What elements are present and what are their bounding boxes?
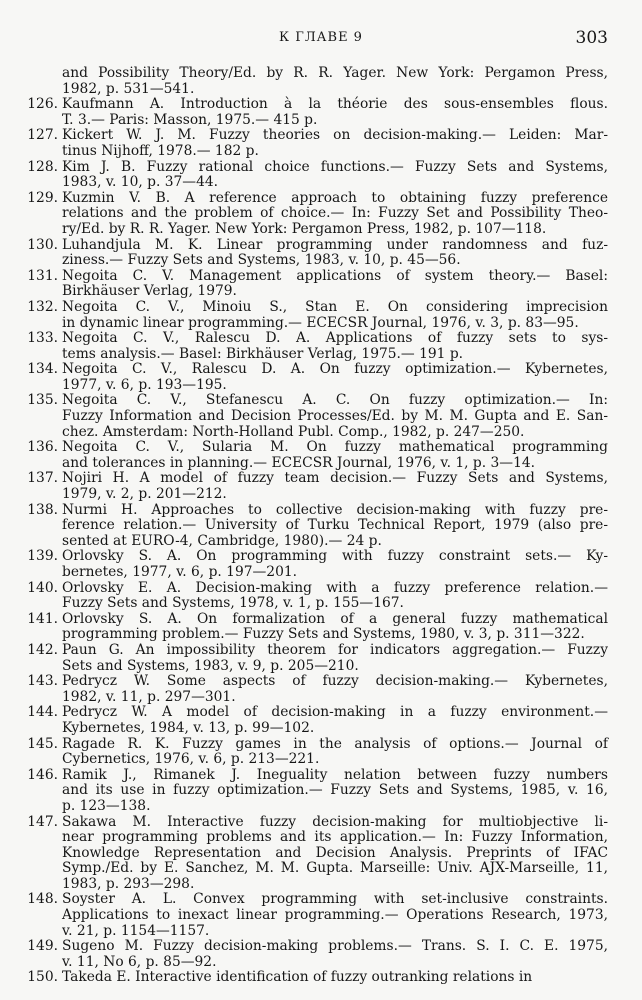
reference-entry [0, 97, 642, 128]
reference-line: 1977, v. 6, p. 193—195. [62, 376, 227, 393]
reference-line: Birkhäuser Verlag, 1979. [62, 283, 237, 300]
reference-line: 1982, v. 11, p. 297—301. [62, 688, 236, 705]
reference-line: v. 21, p. 1154—1157. [62, 922, 210, 939]
running-head: К ГЛАВЕ 9 [279, 30, 363, 45]
reference-line: ziness.— Fuzzy Sets and Systems, 1983, v. 10, p. 45—56. [62, 252, 461, 269]
reference-entry [0, 471, 642, 502]
reference-entry [0, 191, 642, 238]
page-number: 303 [575, 28, 608, 48]
reference-line: Applications to inexact linear programming.— Operations Research, 1973, [62, 907, 608, 924]
reference-line: tinus Nijhoff, 1978.— 182 p. [62, 142, 259, 159]
reference-line: Sakawa M. Interactive fuzzy decision-making for multiobjective li- [62, 813, 608, 830]
reference-entry [0, 300, 642, 331]
reference-line: ry/Ed. by R. R. Yager. New York: Pergamon Press, 1982, p. 107—118. [62, 220, 547, 237]
reference-line: Negoita C. V., Stefanescu A. C. On fuzzy optimization.— In: [62, 392, 608, 409]
reference-number: 150. [27, 969, 58, 986]
reference-entry [0, 160, 642, 191]
reference-line: Ragade R. K. Fuzzy games in the analysis of options.— Journal of [62, 735, 608, 752]
reference-number: 138. [27, 501, 58, 518]
reference-line: and its use in fuzzy optimization.— Fuzzy Sets and Systems, 1985, v. 16, [62, 782, 608, 799]
reference-entry [0, 393, 642, 440]
reference-line: Orlovsky S. A. On formalization of a general fuzzy mathematical [62, 610, 608, 627]
reference-line: Sets and Systems, 1983, v. 9, p. 205—210. [62, 657, 359, 674]
reference-number: 129. [27, 189, 58, 206]
reference-line: Orlovsky E. A. Decision-making with a fuzzy preference relation.— [62, 579, 608, 596]
reference-line: programming problem.— Fuzzy Sets and Systems, 1980, v. 3, p. 311—322. [62, 626, 585, 643]
reference-line: Ramik J., Rimanek J. Ineguality nelation between fuzzy numbers [62, 766, 608, 783]
reference-number: 126. [27, 96, 58, 113]
reference-number: 148. [27, 891, 58, 908]
page-header [0, 28, 642, 50]
reference-line: chez. Amsterdam: North-Holland Publ. Comp., 1982, p. 247—250. [62, 423, 525, 440]
reference-number: 128. [27, 158, 58, 175]
reference-line: 1983, p. 293—298. [62, 875, 195, 892]
reference-number: 145. [27, 735, 58, 752]
reference-entry [0, 269, 642, 300]
reference-entry [0, 362, 642, 393]
reference-number: 135. [27, 392, 58, 409]
reference-number: 142. [27, 641, 58, 658]
reference-line: ference relation.— University of Turku Technical Report, 1979 (also pre- [62, 517, 608, 534]
reference-line: sented at EURO-4, Cambridge, 1980).— 24 p. [62, 532, 382, 549]
reference-line: Cybernetics, 1976, v. 6, p. 213—221. [62, 751, 320, 768]
reference-entry [0, 970, 642, 986]
reference-line: 1979, v. 2, p. 201—212. [62, 486, 227, 503]
reference-entry [0, 892, 642, 939]
reference-line: Symp./Ed. by E. Sanchez, M. M. Gupta. Marseille: Univ. AJX-Marseille, 11, [62, 860, 608, 877]
reference-number: 131. [27, 267, 58, 284]
reference-line: Knowledge Representation and Decision Analysis. Preprints of IFAC [62, 844, 608, 861]
reference-number: 146. [27, 766, 58, 783]
reference-line: p. 123—138. [62, 797, 151, 814]
reference-number: 130. [27, 236, 58, 253]
reference-line: Orlovsky S. A. On programming with fuzzy constraint sets.— Ky- [62, 548, 608, 565]
reference-line: Kybernetes, 1984, v. 13, p. 99—102. [62, 719, 315, 736]
reference-line: Negoita C. V., Minoiu S., Stan E. On considering imprecision [62, 298, 608, 315]
reference-entry [0, 705, 642, 736]
reference-entry [0, 581, 642, 612]
reference-line: tems analysis.— Basel: Birkhäuser Verlag, 1975.— 191 p. [62, 345, 464, 362]
reference-line: bernetes, 1977, v. 6, p. 197—201. [62, 564, 298, 580]
reference-line: relations and the problem of choice.— In: Fuzzy Set and Possibility Theo- [62, 205, 608, 222]
reference-line: Sugeno M. Fuzzy decision-making problems.— Trans. S. I. C. E. 1975, [62, 938, 608, 955]
reference-line: near programming problems and its application.— In: Fuzzy Information, [62, 829, 608, 846]
reference-entry [0, 815, 642, 893]
reference-entry [0, 128, 642, 159]
reference-line: Pedrycz W. A model of decision-making in a fuzzy environment.— [62, 704, 608, 721]
reference-number: 143. [27, 673, 58, 690]
reference-entry [0, 643, 642, 674]
reference-line: 1983, v. 10, p. 37—44. [62, 174, 219, 191]
reference-number: 132. [27, 298, 58, 315]
reference-entry [0, 238, 642, 269]
reference-line: Negoita C. V. Management applications of system theory.— Basel: [62, 267, 608, 284]
reference-number: 137. [27, 470, 58, 487]
reference-line: Nojiri H. A model of fuzzy team decision.— Fuzzy Sets and Systems, [62, 470, 608, 487]
reference-line: Soyster A. L. Convex programming with set-inclusive constraints. [62, 891, 608, 908]
reference-number: 147. [27, 813, 58, 830]
reference-number: 149. [27, 938, 58, 955]
reference-number: 140. [27, 579, 58, 596]
reference-line: Kickert W. J. M. Fuzzy theories on decision-making.— Leiden: Mar- [62, 127, 608, 144]
reference-entry-continuation [0, 66, 642, 97]
reference-entry [0, 503, 642, 550]
reference-entry [0, 440, 642, 471]
reference-line: Kim J. B. Fuzzy rational choice functions.— Fuzzy Sets and Systems, [62, 158, 608, 175]
reference-line: Nurmi H. Approaches to collective decision-making with fuzzy pre- [62, 501, 608, 518]
reference-line: and Possibility Theory/Ed. by R. R. Yager. New York: Pergamon Press, [62, 65, 608, 81]
reference-line: Takeda E. Interactive identification of fuzzy outranking relations in [62, 969, 533, 986]
reference-line: in dynamic linear programming.— ECECSR Journal, 1976, v. 3, p. 83—95. [62, 314, 579, 331]
reference-entry [0, 939, 642, 970]
reference-number: 127. [27, 127, 58, 144]
reference-number: 136. [27, 439, 58, 456]
reference-line: T. 3.— Paris: Masson, 1975.— 415 p. [62, 111, 318, 128]
reference-number: 144. [27, 704, 58, 721]
reference-list [0, 66, 642, 986]
reference-number: 139. [27, 548, 58, 565]
reference-line: 1982, p. 531—541. [62, 80, 195, 97]
reference-entry [0, 768, 642, 815]
reference-line: Negoita C. V., Sularia M. On fuzzy mathematical programming [62, 439, 608, 456]
reference-line: Fuzzy Information and Decision Processes/Ed. by M. M. Gupta and E. San- [62, 408, 608, 425]
reference-line: Kuzmin V. B. A reference approach to obtaining fuzzy preference [62, 189, 608, 206]
reference-line: Kaufmann A. Introduction à la théorie des sous-ensembles flous. [62, 96, 608, 113]
reference-number: 133. [27, 330, 58, 347]
reference-line: Pedrycz W. Some aspects of fuzzy decision-making.— Kybernetes, [62, 673, 608, 690]
reference-line: Paun G. An impossibility theorem for indicators aggregation.— Fuzzy [62, 641, 608, 658]
reference-line: Negoita C. V., Ralescu D. A. Applications of fuzzy sets to sys- [62, 330, 608, 347]
reference-entry [0, 737, 642, 768]
reference-line: Fuzzy Sets and Systems, 1978, v. 1, p. 155—167. [62, 595, 404, 612]
reference-entry [0, 549, 642, 580]
reference-line: Negoita C. V., Ralescu D. A. On fuzzy optimization.— Kybernetes, [62, 361, 608, 378]
reference-entry [0, 612, 642, 643]
reference-line: Luhandjula M. K. Linear programming under randomness and fuz- [62, 236, 608, 253]
reference-entry [0, 331, 642, 362]
reference-entry [0, 674, 642, 705]
reference-number: 134. [27, 361, 58, 378]
reference-line: v. 11, No 6, p. 85—92. [62, 953, 217, 970]
reference-number: 141. [27, 610, 58, 627]
reference-line: and tolerances in planning.— ECECSR Journal, 1976, v. 1, p. 3—14. [62, 454, 536, 471]
